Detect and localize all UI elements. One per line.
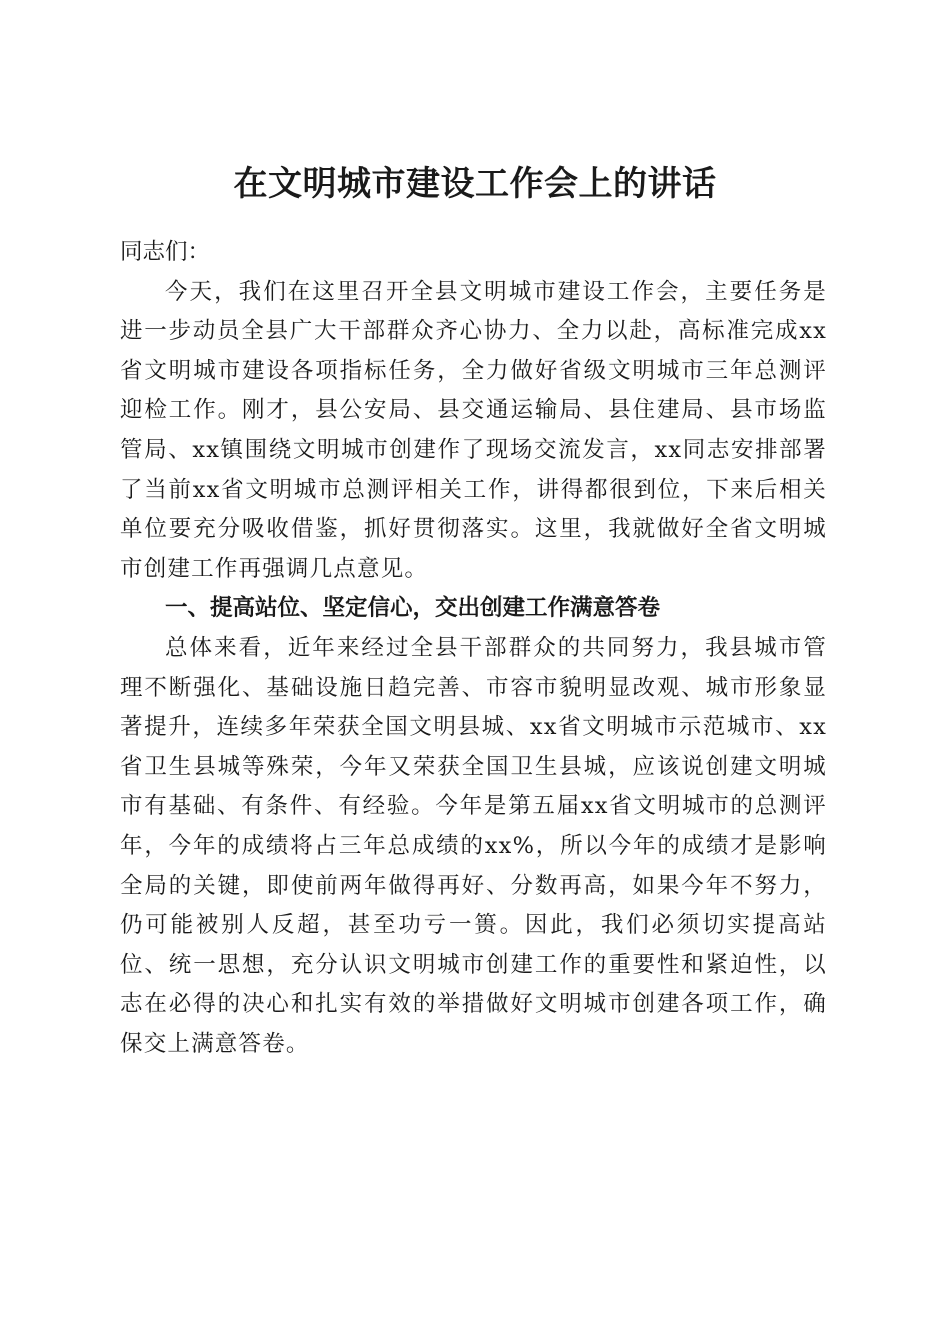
intro-paragraph: 今天，我们在这里召开全县文明城市建设工作会，主要任务是进一步动员全县广大干部群众齐心协力、全力以赴，高标准完成xx省文明城市建设各项指标任务，全力做好省级文明城市三年总测评迎检工作。刚才，县公安局、县交通运输局、县住建局、县市场监管局、xx镇围绕文明城市创建作了现场交流发言，xx同志安排部署了当前xx省文明城市总测评相关工作，讲得都很到位，下来后相关单位要充分吸收借鉴，抓好贯彻落实。这里，我就做好全省文明城市创建工作再强调几点意见。: [120, 278, 827, 582]
section-heading: 一、提高站位、坚定信心，交出创建工作满意答卷: [165, 595, 661, 622]
salutation: 同志们：: [120, 239, 211, 265]
section-paragraph: 总体来看，近年来经过全县干部群众的共同努力，我县城市管理不断强化、基础设施日趋完善、市容市貌明显改观、城市形象显著提升，连续多年荣获全国文明县城、xx省文明城市示范城市、xx省卫生县城等殊荣，今年又荣获全国卫生县城，应该说创建文明城市有基础、有条件、有经验。今年是第五届xx省文明城市的总测评年，今年的成绩将占三年总成绩的xx%，所以今年的成绩才是影响全局的关键，即使前两年做得再好、分数再高，如果今年不努力，仍可能被别人反超，甚至功亏一篑。因此，我们必须切实提高站位、统一思想，充分认识文明城市创建工作的重要性和紧迫性，以志在必得的决心和扎实有效的举措做好文明城市创建各项工作，确保交上满意答卷。: [120, 634, 827, 1057]
document-title: 在文明城市建设工作会上的讲话: [233, 163, 717, 204]
document-body: [120, 233, 827, 1064]
